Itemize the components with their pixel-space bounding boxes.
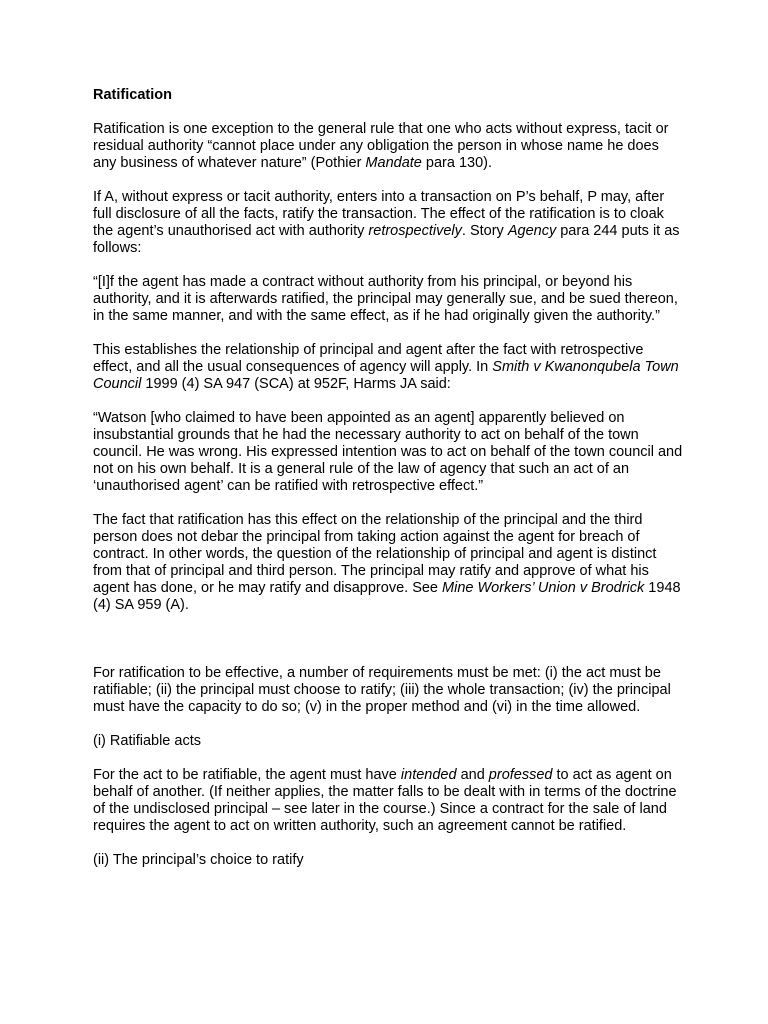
- document-body: [93, 87, 683, 886]
- quote-story: “[I]f the agent has made a contract without authority from his principal, or beyond his authority, and it is afterwards ratified, the principal may generally sue, and be sued thereon, in the same manner, and with the same effect, as if he had originally given the authority.”: [93, 274, 678, 324]
- italic-emphasis: professed: [488, 767, 553, 783]
- text-run: If A, without express or tacit authority, enters into a transaction on P’s behalf, P may, after full disclosure of all the facts, ratify the transaction. The effect of the ratification is to cloak the agent’s unauthorised act with authority: [93, 189, 665, 239]
- paragraph-ratifiable: [93, 767, 683, 835]
- subheading-ratifiable-acts: (i) Ratifiable acts: [93, 733, 201, 749]
- text-run: This establishes the relationship of principal and agent after the fact with retrospective effect, and all the usual consequences of agency will apply. In: [93, 342, 644, 375]
- paragraph-requirements: For ratification to be effective, a number of requirements must be met: (i) the act must be ratifiable; (ii) the principal must choose to ratify; (iii) the whole transaction; (iv) the principal must have the capacity to do so; (v) in the proper method and (vi) in the time allowed.: [93, 665, 671, 715]
- italic-case-name: Mine Workers’ Union v Brodrick: [442, 580, 645, 596]
- italic-emphasis: intended: [400, 767, 457, 783]
- quote-harms: “Watson [who claimed to have been appointed as an agent] apparently believed on insubstantial grounds that he had the necessary authority to act on behalf of the town council. He was wrong. His expressed intention was to act on behalf of the town council and not on his own behalf. It is a general rule of the law of agency that such an act of an ‘unauthorised agent’ can be ratified with retrospective effect.”: [93, 410, 683, 494]
- text-run: para 244 puts it as follows:: [93, 223, 680, 256]
- text-run: 1999 (4) SA 947 (SCA) at 952F, Harms JA said:: [141, 376, 451, 392]
- text-run: For the act to be ratifiable, the agent must have: [93, 767, 401, 783]
- text-run: . Story: [461, 223, 508, 239]
- paragraph-relationship: [93, 342, 683, 393]
- italic-emphasis: retrospectively: [368, 223, 462, 239]
- italic-citation: Agency: [507, 223, 557, 239]
- blank-space: [93, 631, 683, 665]
- paragraph-intro: [93, 121, 683, 172]
- text-run: Ratification is one exception to the general rule that one who acts without express, tacit or residual authority “cannot place under any obligation the person in whose name he does any business of whatever nature” (Pothier: [93, 121, 669, 171]
- text-run: The fact that ratification has this effect on the relationship of the principal and the third person does not debar the principal from taking action against the agent for breach of contract. In other words, the question of the relationship of principal and agent is distinct from that of principal and third person. The principal may ratify and approve of what his agent has done, or he may ratify and disapprove. See: [93, 512, 657, 596]
- section-heading: Ratification: [93, 87, 172, 103]
- italic-case-name: Smith v Kwanonqubela Town Council: [93, 359, 679, 392]
- subheading-choice-to-ratify: (ii) The principal’s choice to ratify: [93, 852, 304, 868]
- paragraph-third-person: [93, 512, 683, 614]
- paragraph-effect: [93, 189, 683, 257]
- text-run: to act as agent on behalf of another. (If neither applies, the matter falls to be dealt with in terms of the doctrine of the undisclosed principal – see later in the course.) Since a contract for the sale of land requires the agent to act on written authority, such an agreement cannot be ratified.: [93, 767, 677, 834]
- text-run: and: [456, 767, 489, 783]
- text-run: para 130).: [421, 155, 492, 171]
- text-run: 1948 (4) SA 959 (A).: [93, 580, 681, 613]
- italic-citation: Mandate: [365, 155, 422, 171]
